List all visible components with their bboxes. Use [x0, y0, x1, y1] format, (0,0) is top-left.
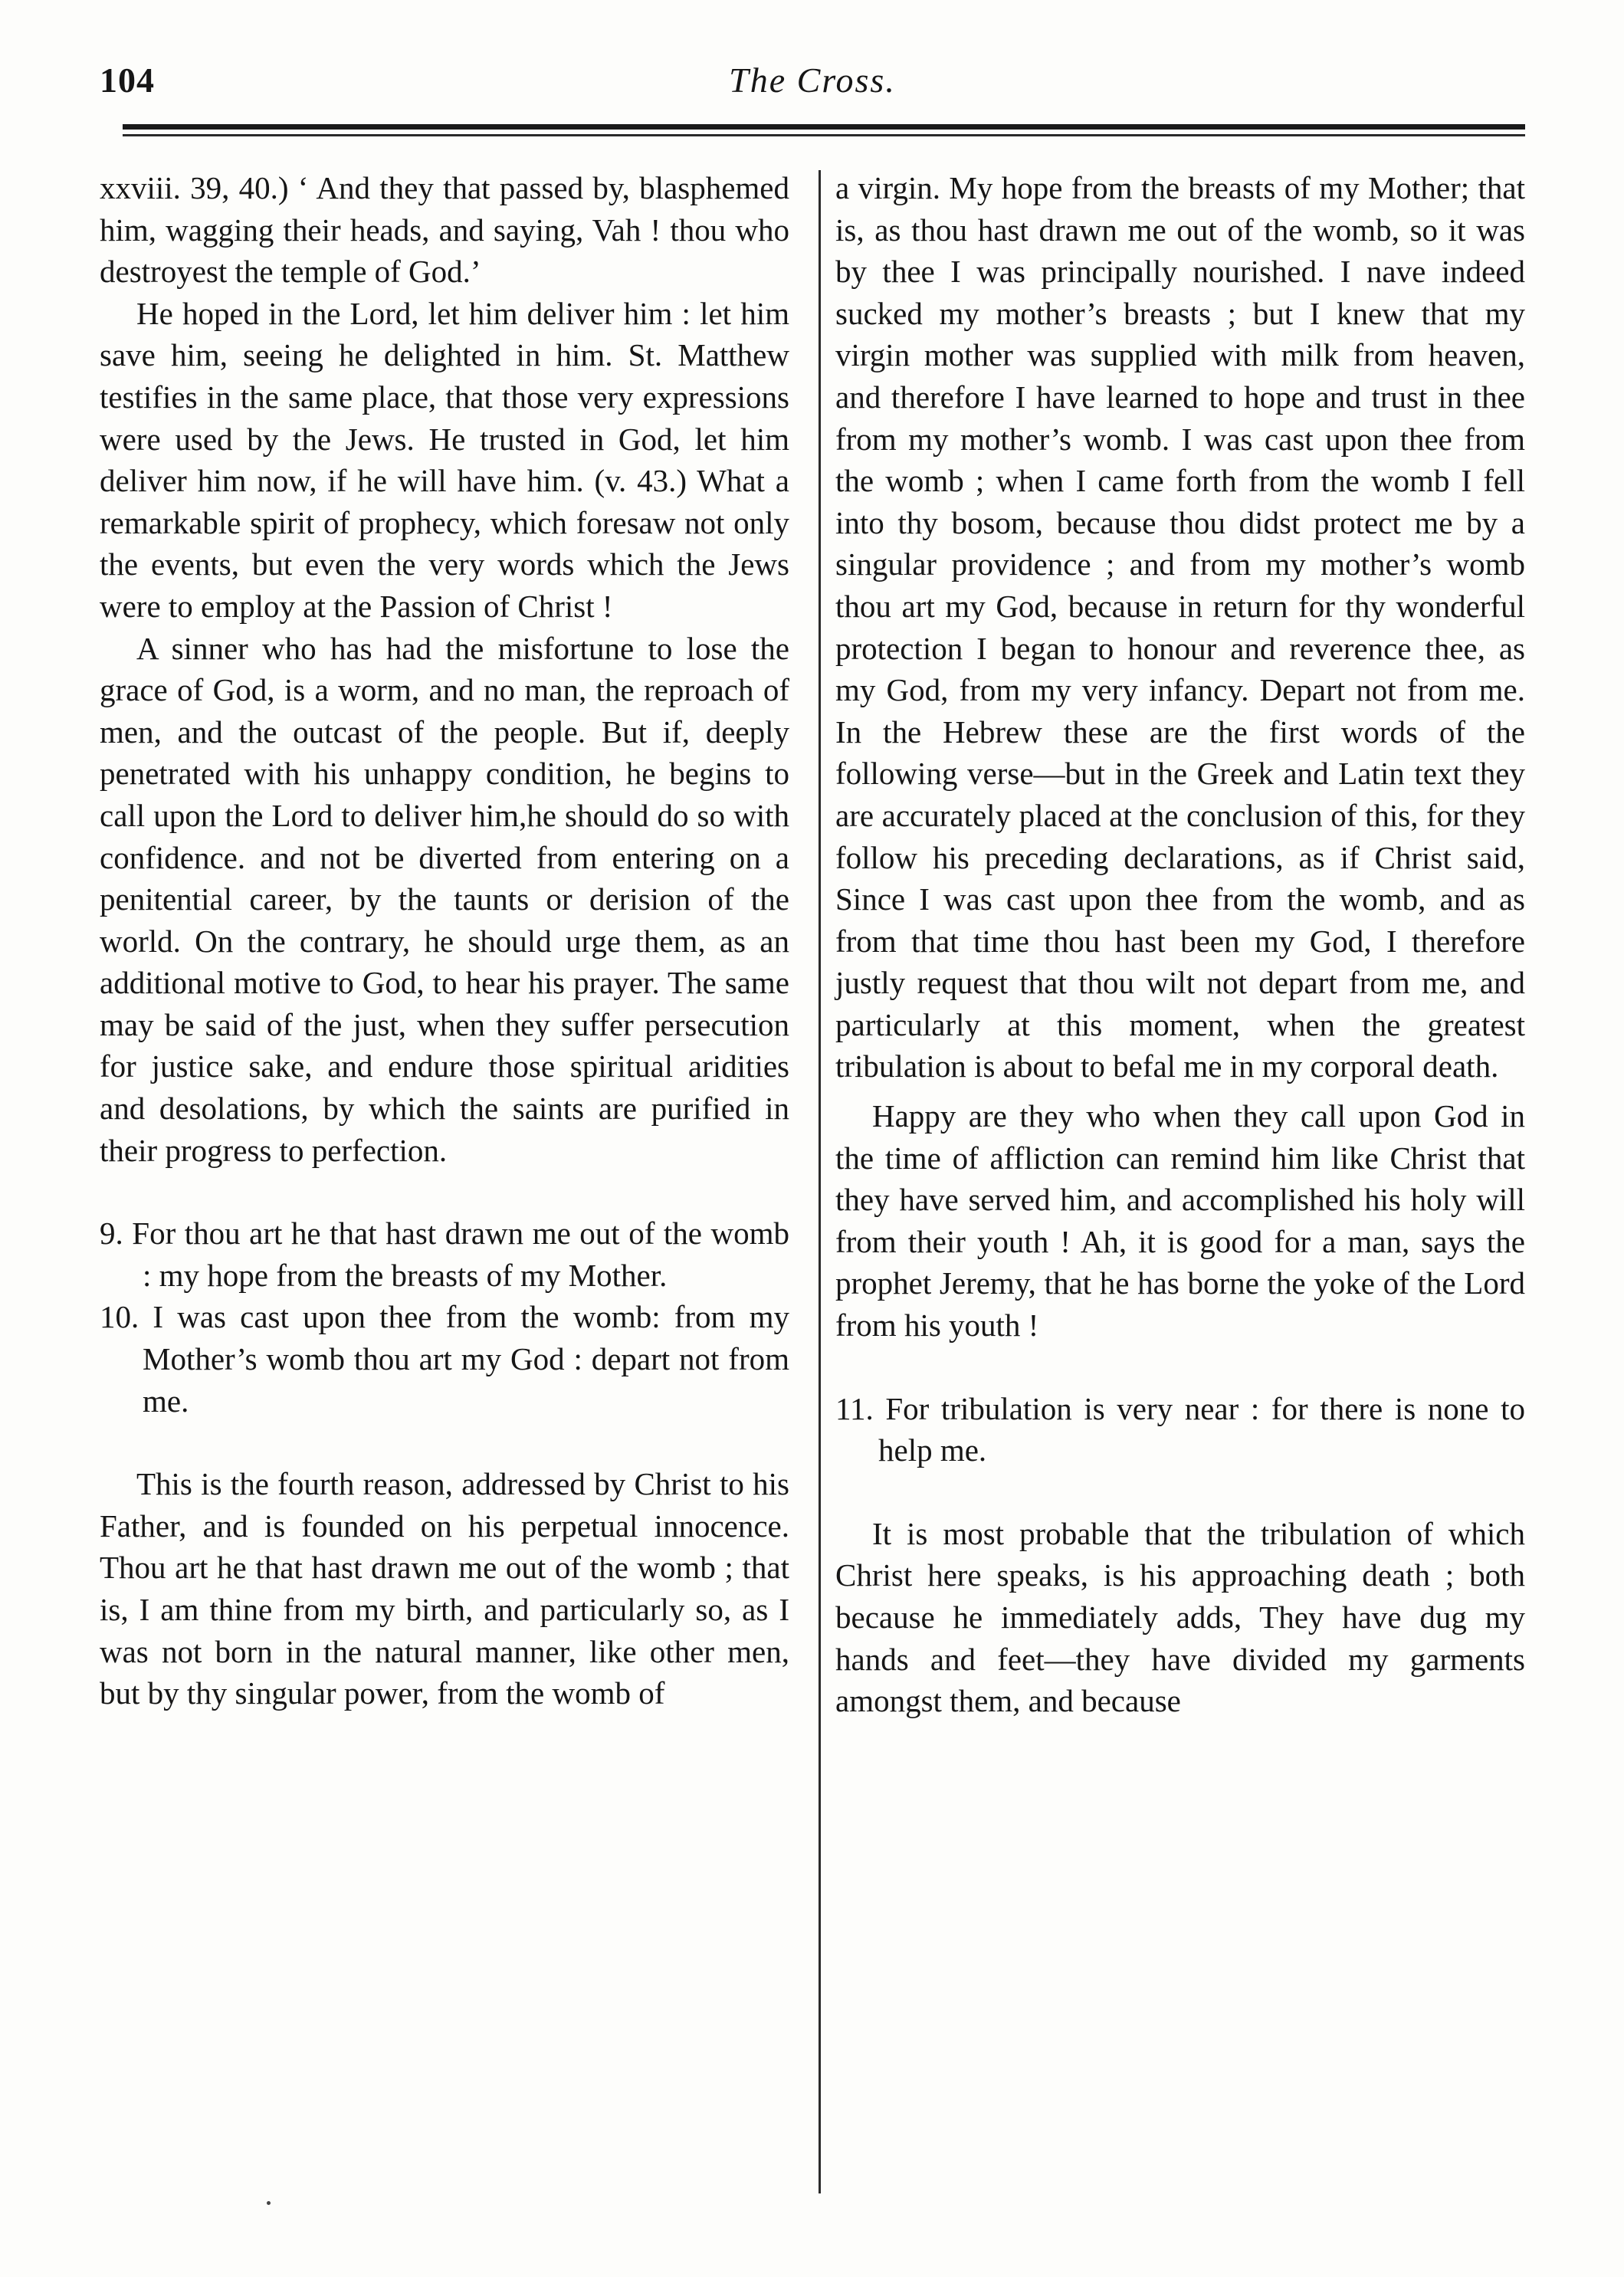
left-column — [100, 167, 789, 1714]
paragraph-tribulation: It is most probable that the tribulation of which Christ here speaks, is his approaching death ; both because he immediately adds, They have dug my hands and feet—they have divided my garments amongst them, and because — [835, 1515, 1525, 1719]
paragraph-a-virgin: a virgin. My hope from the breasts of my Mother; that is, as thou hast drawn me out of the womb, so it was by thee I was principally nourished. I nave indeed sucked my mother’s breasts ; but I knew that my virgin mother was supplied with milk from heaven, and therefore I have learned to hope and trust in thee from my mother’s womb. I was cast upon thee from the womb ; when I came forth from the womb I fell into thy bosom, because thou didst protect me by a singular providence ; and from my mother’s womb thou art my God, because in return for thy wonderful protection I began to honour and reverence thee, as my God, from my very infancy. Depart not from me. In the Hebrew these are the first words of the following verse—but in the Greek and Latin text they are accurately placed at the conclusion of this, for they follow his preceding declarations, as if Christ said, Since I was cast upon thee from the womb, and as from that time thou hast been my God, I therefore justly request that thou wilt not depart from me, and particularly at this moment, when the greatest tribulation is about to befal me in my corporal death. — [835, 170, 1525, 1084]
ink-speck — [267, 2201, 271, 2205]
column-divider — [819, 170, 821, 2193]
paragraph-fourth-reason: This is the fourth reason, addressed by Christ to his Father, and is founded on his perpetual innocence. Thou art he that hast drawn me out of the womb ; that is, I am thine from my birth, and particularly so, as I was not born in the natural manner, like other men, but by thy singular power, from the womb of — [100, 1466, 789, 1711]
verse-9: 9. For thou art he that hast drawn me out of the womb : my hope from the breasts of my Mother. — [100, 1216, 789, 1293]
page-number: 104 — [100, 61, 155, 100]
paragraph-he-hoped: He hoped in the Lord, let him deliver him : let him save him, seeing he delighted in him. St. Matthew testifies in the same place, that those very expressions were used by the Jews. He trusted in God, let him deliver him now, if he will have him. (v. 43.) What a remarkable spirit of prophecy, which foresaw not only the events, but even the very words which the Jews were to employ at the Passion of Christ ! — [100, 295, 789, 624]
header-rule-thick — [123, 124, 1525, 130]
running-title: The Cross. — [729, 61, 896, 100]
verse-10: 10. I was cast upon thee from the womb: from my Mother’s womb thou art my God : depart not from me. — [100, 1299, 789, 1419]
header-rule-thin — [123, 134, 1525, 136]
paragraph-happy-are-they: Happy are they who when they call upon God in the time of affliction can remind him like Christ that they have served him, and accomplished his holy will from their youth ! Ah, it is good for a man, says the prophet Jeremy, that he has borne the yoke of the Lord from his youth ! — [835, 1098, 1525, 1344]
paragraph-sinner: A sinner who has had the misfortune to lose the grace of God, is a worm, and no man, the reproach of men, and the outcast of the people. But if, deeply penetrated with his unhappy condition, he begins to call upon the Lord to deliver him,he should do so with confidence. and not be diverted from entering on a penitential career, by the taunts or derision of the world. On the contrary, he should urge them, as an additional motive to God, to hear his prayer. The same may be said of the just, when they suffer persecution for justice sake, and endure those spiritual aridities and desolations, by which the saints are purified in their progress to perfection. — [100, 630, 789, 1168]
right-column — [835, 167, 1525, 1722]
verse-11: 11. For tribulation is very near : for there is none to help me. — [835, 1390, 1525, 1468]
page-header — [100, 60, 1525, 113]
paragraph-continued-quote: xxviii. 39, 40.) ‘ And they that passed by, blasphemed him, wagging their heads, and saying, Vah ! thou who destroyest the temple of God.’ — [100, 170, 789, 290]
